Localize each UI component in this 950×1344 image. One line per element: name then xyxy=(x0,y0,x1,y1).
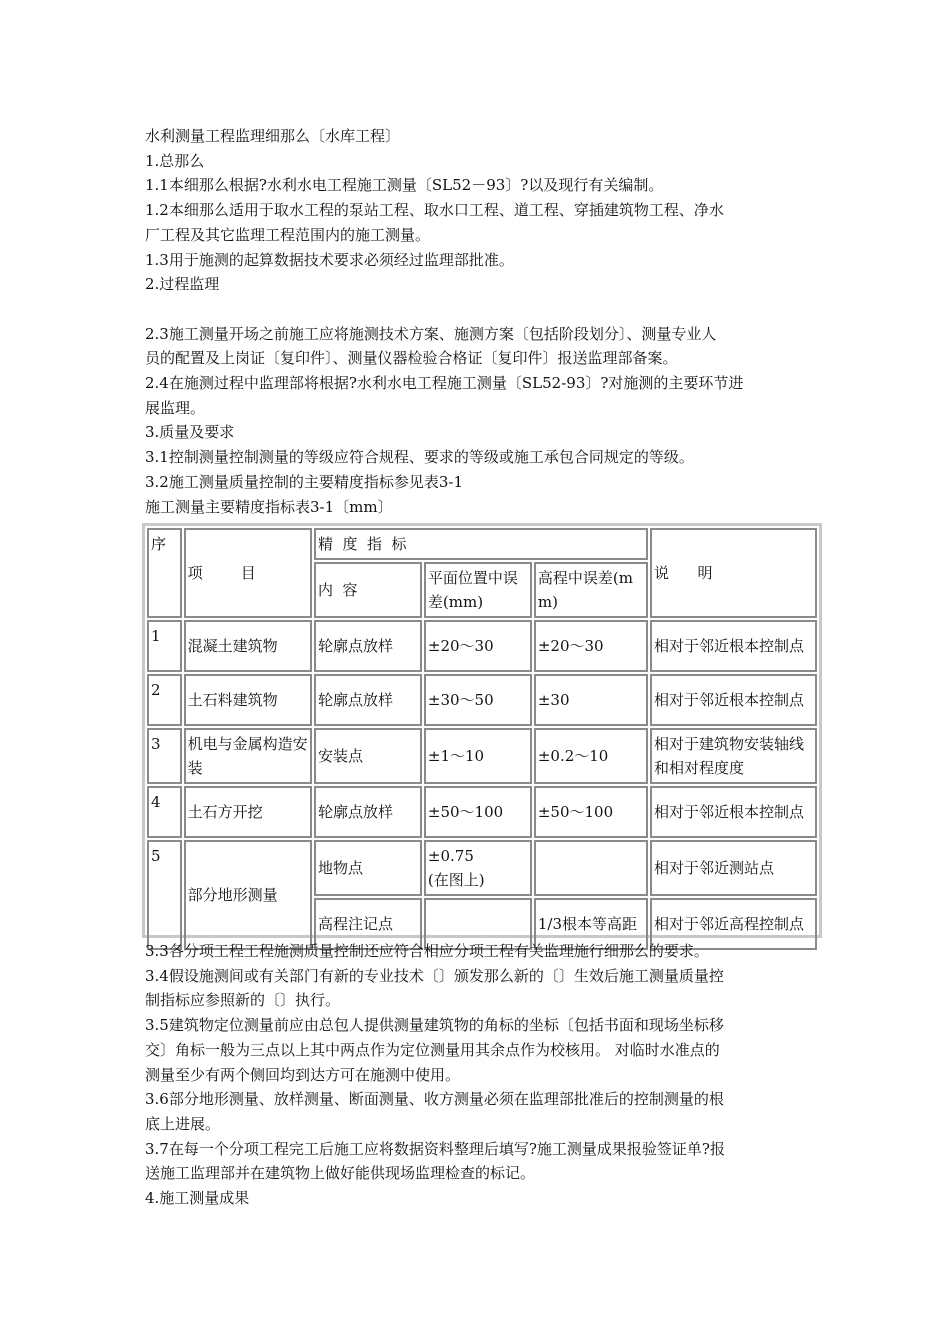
table-row xyxy=(147,786,817,838)
cell-height: 1/3根本等高距 xyxy=(534,898,648,950)
cell-seq: 5 xyxy=(147,840,182,950)
paragraph-line: 3.5建筑物定位测量前应由总包人提供测量建筑物的角标的坐标〔包括书面和现场坐标移 xyxy=(145,1016,724,1035)
paragraph-line: 3.4假设施测间或有关部门有新的专业技术〔〕颁发那么新的〔〕生效后施工测量质量控 xyxy=(145,966,724,985)
cell-height: ±20～30 xyxy=(534,620,648,672)
cell-content: 轮廓点放样 xyxy=(314,620,422,672)
cell-note: 相对于建筑物安装轴线和相对程度度 xyxy=(650,728,817,784)
paragraph-line: 3.7在每一个分项工程完工后施工应将数据资料整理后填写?施工测量成果报验签证单?报 xyxy=(145,1139,725,1158)
header-height-error: 高程中误差(mm) xyxy=(534,562,648,618)
paragraph-line: 3.2施工测量质量控制的主要精度指标参见表3-1 xyxy=(145,472,464,491)
header-note: 说 明 xyxy=(650,528,817,618)
cell-plane: ±30～50 xyxy=(424,674,532,726)
paragraph-line: 送施工监理部并在建筑物上做好能供现场监理检查的标记。 xyxy=(145,1164,536,1183)
cell-content: 轮廓点放样 xyxy=(314,786,422,838)
paragraph-line: 交〕角标一般为三点以上其中两点作为定位测量用其余点作为校核用。 对临时水准点的 xyxy=(145,1040,720,1059)
paragraph-line: 2.过程监理 xyxy=(145,275,220,294)
cell-note: 相对于邻近高程控制点 xyxy=(650,898,817,950)
table-row xyxy=(147,674,817,726)
paragraph-line: 1.3用于施测的起算数据技术要求必须经过监理部批准。 xyxy=(145,250,514,269)
cell-seq: 3 xyxy=(147,728,182,784)
cell-item: 混凝土建筑物 xyxy=(184,620,312,672)
cell-height: ±30 xyxy=(534,674,648,726)
paragraph-line: 3.6部分地形测量、放样测量、断面测量、收方测量必须在监理部批准后的控制测量的根 xyxy=(145,1090,724,1109)
header-seq: 序 xyxy=(147,528,182,618)
cell-content: 地物点 xyxy=(314,840,422,896)
cell-content: 高程注记点 xyxy=(314,898,422,950)
cell-item: 土石料建筑物 xyxy=(184,674,312,726)
paragraph-line: 2.3施工测量开场之前施工应将施测技术方案、施测方案〔包括阶段划分〕、测量专业人 xyxy=(145,324,717,343)
paragraph-line: 展监理。 xyxy=(145,398,206,417)
cell-seq: 2 xyxy=(147,674,182,726)
cell-plane: ±20～30 xyxy=(424,620,532,672)
header-plane-error: 平面位置中误差(mm) xyxy=(424,562,532,618)
cell-note: 相对于邻近根本控制点 xyxy=(650,786,817,838)
paragraph-line: 测量至少有两个侧回均到达方可在施测中使用。 xyxy=(145,1065,461,1084)
paragraph-line: 施工测量主要精度指标表3-1〔mm〕 xyxy=(145,497,393,516)
cell-seq: 4 xyxy=(147,786,182,838)
paragraph-line: 1.总那么 xyxy=(145,151,205,170)
paragraph-line: 1.1本细那么根据?水利水电工程施工测量〔SL52－93〕?以及现行有关编制。 xyxy=(145,176,664,195)
paragraph-line: 4.施工测量成果 xyxy=(145,1189,250,1207)
paragraph-line: 2.4在施测过程中监理部将根据?水利水电工程施工测量〔SL52-93〕?对施测的主要环节进 xyxy=(145,374,744,392)
table-row xyxy=(147,620,817,672)
cell-note: 相对于邻近根本控制点 xyxy=(650,620,817,672)
cell-height: ±50～100 xyxy=(534,786,648,838)
table-row xyxy=(147,840,817,896)
cell-height: ±0.2～10 xyxy=(534,728,648,784)
paragraph-line: 3.质量及要求 xyxy=(145,423,235,442)
paragraph-line: 制指标应参照新的〔〕执行。 xyxy=(145,991,341,1010)
cell-item: 部分地形测量 xyxy=(184,840,312,950)
precision-table-frame xyxy=(142,523,822,938)
paragraph-line: 3.1控制测量控制测量的等级应符合规程、要求的等级或施工承包合同规定的等级。 xyxy=(145,448,694,467)
cell-item: 机电与金属构造安装 xyxy=(184,728,312,784)
paragraph-line: 底上进展。 xyxy=(145,1114,221,1133)
cell-item: 土石方开挖 xyxy=(184,786,312,838)
paragraph-line: 3.3各分项工程工程施测质量控制还应符合相应分项工程有关监理施行细那么的要求。 xyxy=(145,942,709,960)
paragraph-line: 1.2本细那么适用于取水工程的泵站工程、取水口工程、道工程、穿插建筑物工程、净水 xyxy=(145,201,724,220)
header-precision: 精 度 指 标 xyxy=(314,528,648,560)
paragraph-line: 水利测量工程监理细那么〔水库工程〕 xyxy=(145,127,401,145)
cell-plane: ±1～10 xyxy=(424,728,532,784)
paragraph-line: 员的配置及上岗证〔复印件〕、测量仪器检验合格证〔复印件〕报送监理部备案。 xyxy=(145,349,678,368)
cell-note: 相对于邻近测站点 xyxy=(650,840,817,896)
cell-plane: ±50～100 xyxy=(424,786,532,838)
cell-content: 轮廓点放样 xyxy=(314,674,422,726)
cell-note: 相对于邻近根本控制点 xyxy=(650,674,817,726)
cell-height xyxy=(534,840,648,896)
header-item: 项 目 xyxy=(184,528,312,618)
precision-table xyxy=(145,526,819,952)
table-row xyxy=(147,728,817,784)
cell-seq: 1 xyxy=(147,620,182,672)
cell-plane: ±0.75 (在图上) xyxy=(424,840,532,896)
header-content: 内 容 xyxy=(314,562,422,618)
cell-content: 安装点 xyxy=(314,728,422,784)
paragraph-line: 厂工程及其它监理工程范围内的施工测量。 xyxy=(145,225,431,244)
